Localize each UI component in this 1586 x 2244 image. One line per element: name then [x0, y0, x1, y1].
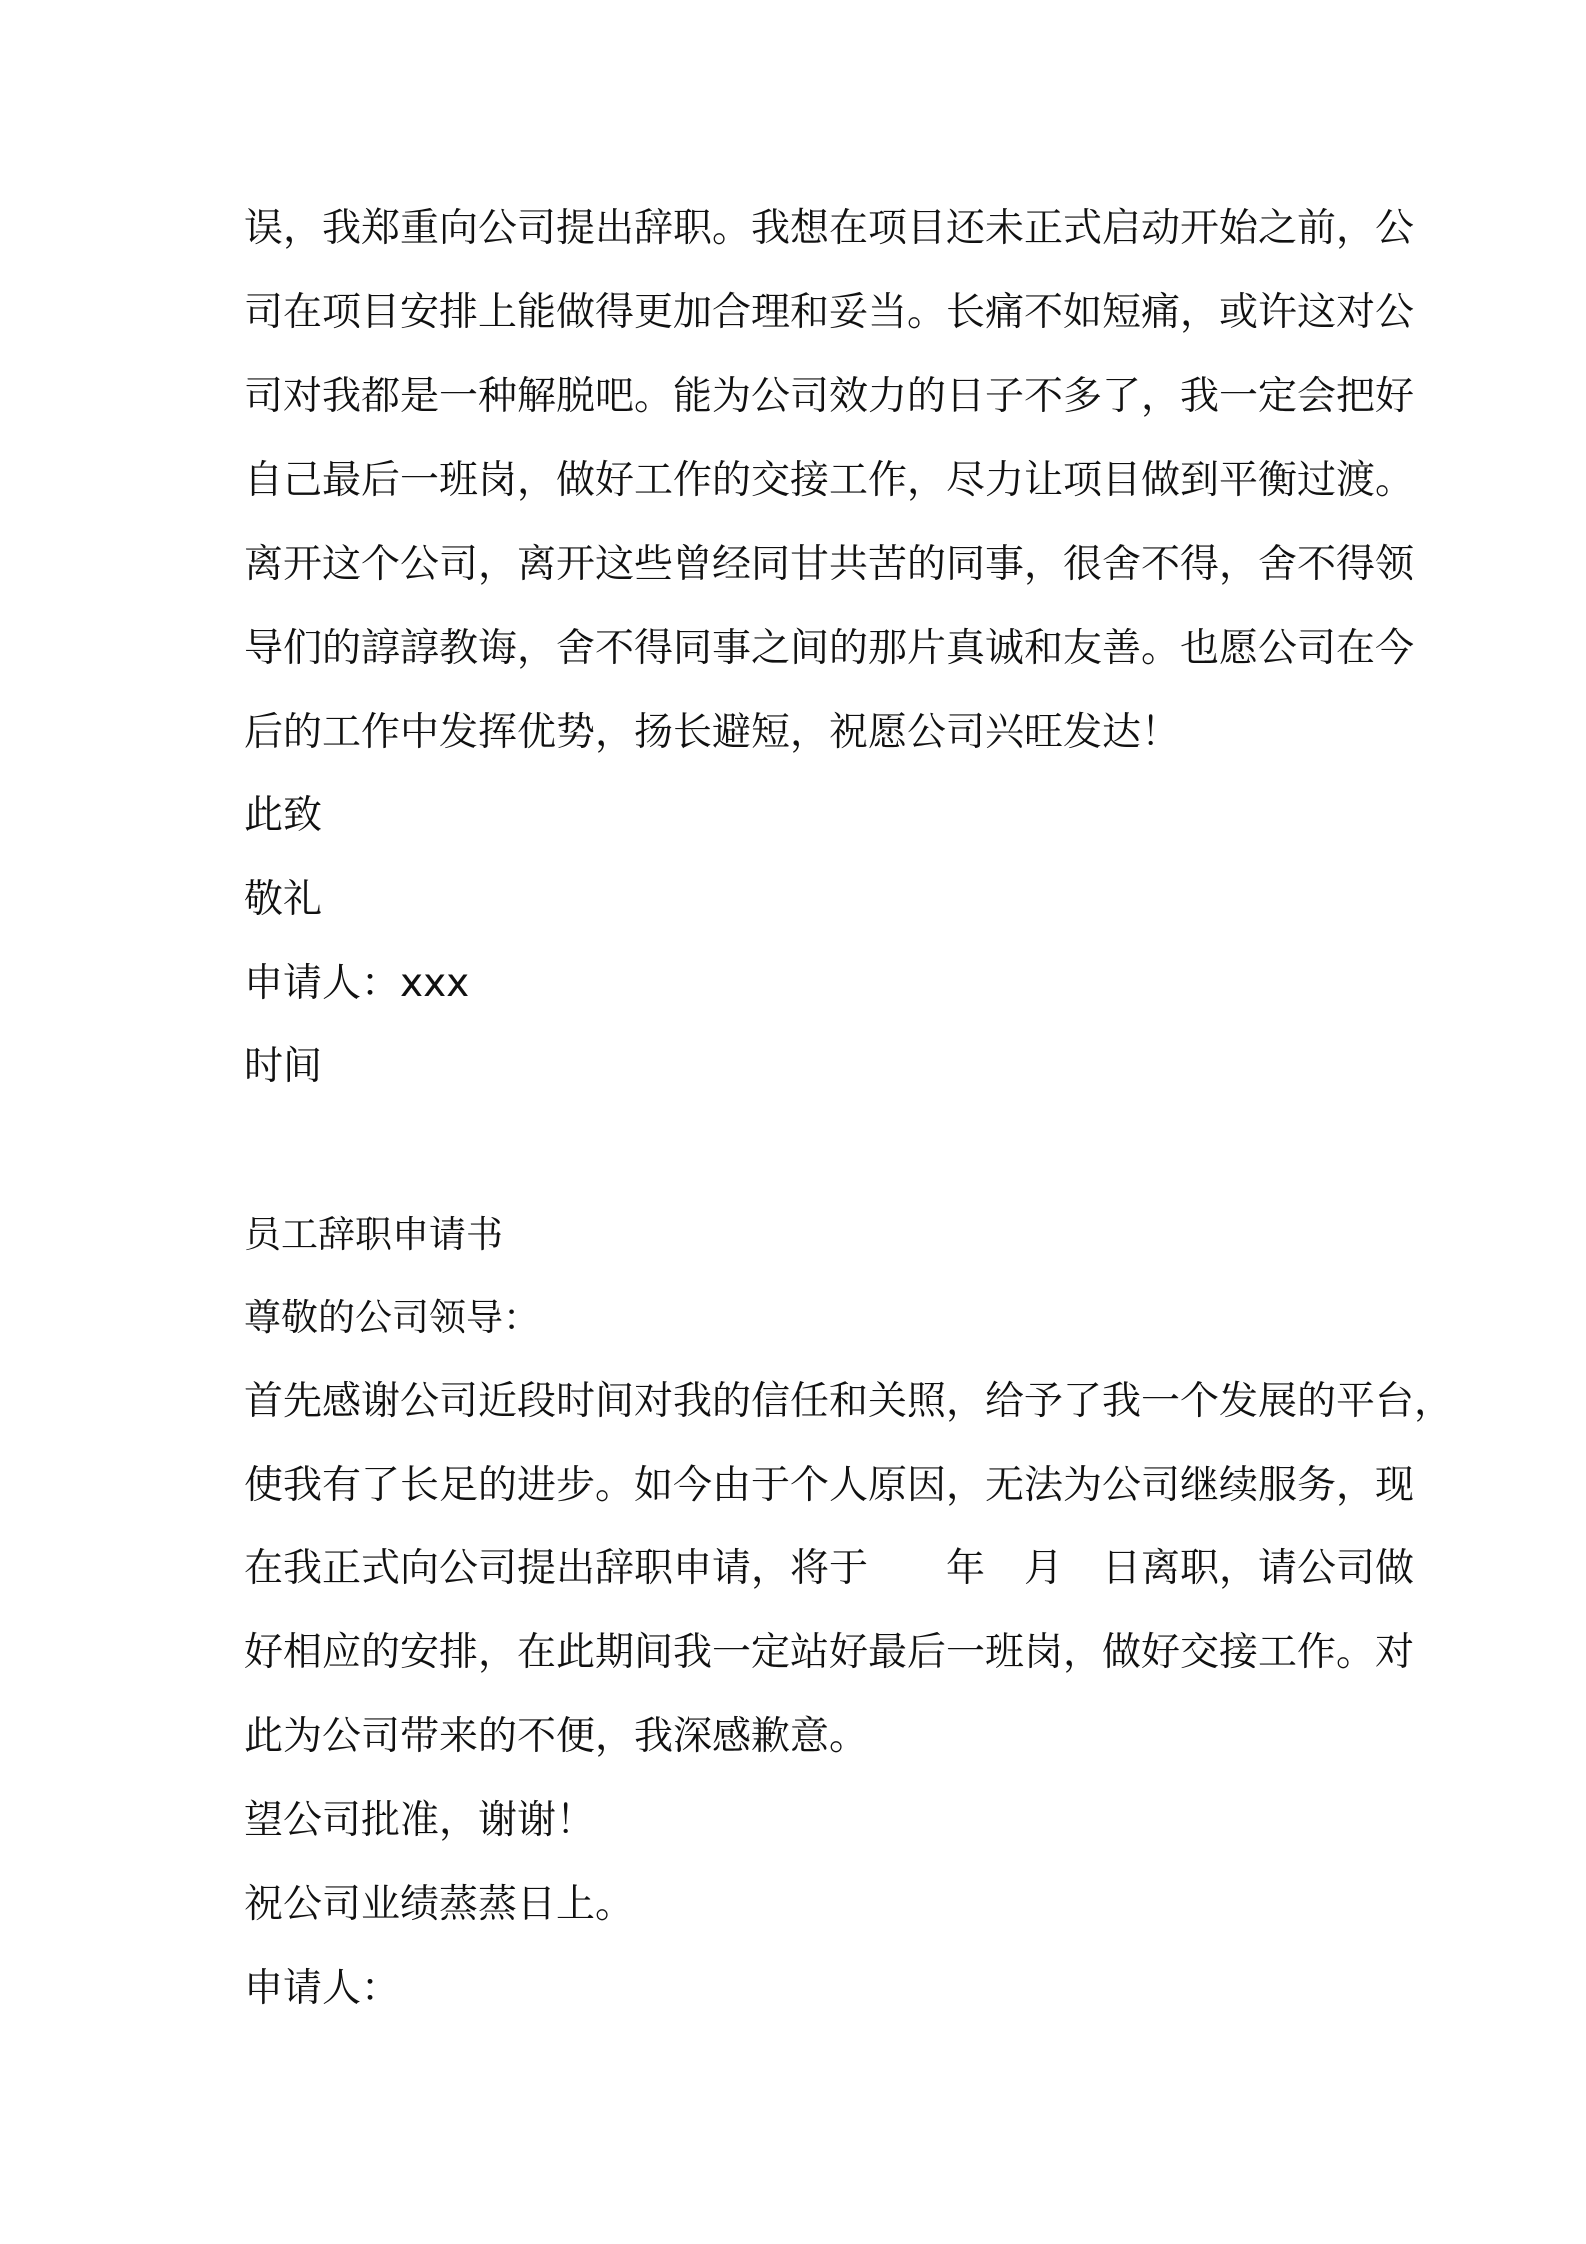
letter1-paragraph-line: 司在项目安排上能做得更加合理和妥当。长痛不如短痛，或许这对公 [244, 290, 1415, 335]
letter2-applicant: 申请人： [244, 1966, 401, 2011]
letter2-request: 望公司批准，谢谢！ [244, 1798, 596, 1843]
letter2-paragraph-line: 使我有了长足的进步。如今由于个人原因，无法为公司继续服务，现 [244, 1463, 1415, 1508]
letter1-paragraph-line: 误，我郑重向公司提出辞职。我想在项目还未正式启动开始之前，公 [244, 206, 1415, 251]
letter1-paragraph-line: 后的工作中发挥优势，扬长避短，祝愿公司兴旺发达！ [244, 710, 1181, 755]
letter2-paragraph-line: 好相应的安排，在此期间我一定站好最后一班岗，做好交接工作。对 [244, 1630, 1415, 1675]
letter2-greeting: 尊敬的公司领导： [244, 1296, 540, 1339]
letter1-salutation-end: 敬礼 [244, 877, 323, 922]
letter1-applicant: 申请人：xxx [244, 961, 470, 1006]
letter1-date-label: 时间 [244, 1044, 323, 1089]
letter2-paragraph-line: 此为公司带来的不便，我深感歉意。 [244, 1714, 869, 1759]
letter2-paragraph-line: 首先感谢公司近段时间对我的信任和关照，给予了我一个发展的平台， [244, 1379, 1454, 1424]
letter2-title: 员工辞职申请书 [244, 1213, 503, 1256]
letter1-paragraph-line: 离开这个公司，离开这些曾经同甘共苦的同事，很舍不得，舍不得领 [244, 542, 1415, 587]
letter1-closing: 此致 [244, 793, 323, 838]
letter2-wish: 祝公司业绩蒸蒸日上。 [244, 1882, 635, 1927]
letter1-paragraph-line: 导们的諄諄教诲，舍不得同事之间的那片真诚和友善。也愿公司在今 [244, 626, 1415, 671]
letter1-paragraph-line: 司对我都是一种解脱吧。能为公司效力的日子不多了，我一定会把好 [244, 374, 1415, 419]
letter2-paragraph-line: 在我正式向公司提出辞职申请，将于 年 月 日离职，请公司做 [244, 1546, 1415, 1591]
letter1-paragraph-line: 自己最后一班岗，做好工作的交接工作，尽力让项目做到平衡过渡。 [244, 458, 1415, 503]
